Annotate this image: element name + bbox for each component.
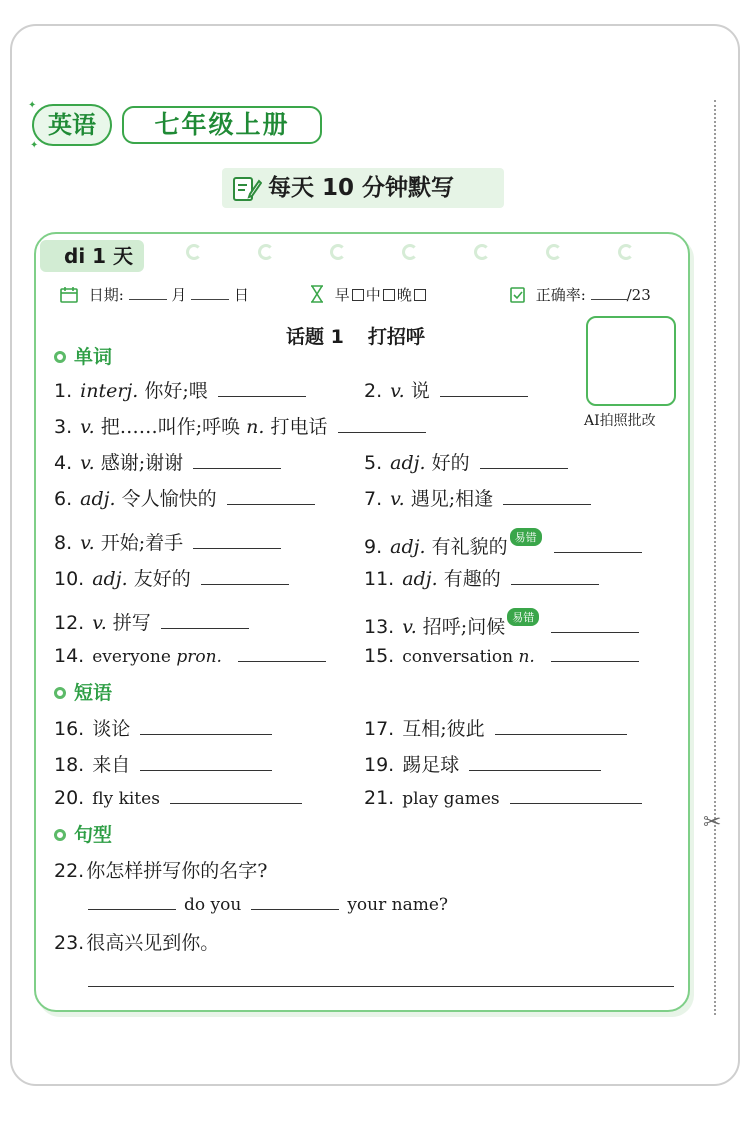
section-phrases: 短语 — [54, 678, 112, 705]
word-item: 14. everyone pron. — [54, 644, 326, 667]
answer-blank[interactable] — [88, 892, 176, 910]
answer-blank[interactable] — [480, 451, 568, 469]
word-item: 3. v. 把……叫作;呼唤 n. 打电话 — [54, 412, 426, 439]
answer-blank[interactable] — [554, 535, 642, 553]
time-row — [310, 284, 428, 305]
accuracy-label: 正确率: — [535, 286, 586, 304]
gear-icon — [54, 351, 66, 363]
word-item: 13. v. 招呼;问候 易错 — [364, 608, 639, 639]
sentence-item: 22. 你怎样拼写你的名字? — [54, 860, 268, 882]
morning-checkbox[interactable] — [352, 289, 364, 301]
subject-label: 英语 — [32, 104, 112, 146]
banner-title: 每天 10 分钟默写 — [268, 175, 455, 201]
sparkle-icon: ✦ — [30, 140, 39, 151]
topic-name: 打招呼 — [367, 326, 425, 348]
date-row — [60, 284, 249, 305]
sentence-fill: do you your name? — [88, 892, 448, 915]
evening-checkbox[interactable] — [414, 289, 426, 301]
word-item: 10. adj. 友好的 — [54, 564, 289, 591]
word-item: 5. adj. 好的 — [364, 448, 568, 475]
binder-ring — [330, 244, 346, 260]
word-item: 7. v. 遇见;相逢 — [364, 484, 591, 511]
answer-blank[interactable] — [469, 753, 601, 771]
gear-icon — [54, 829, 66, 841]
day-tab: di 1 天 — [40, 240, 144, 272]
answer-blank[interactable] — [511, 567, 599, 585]
phrase-item: 20. fly kites — [54, 786, 302, 809]
phrase-item: 18. 来自 — [54, 750, 272, 777]
ai-photo-box[interactable] — [586, 316, 676, 406]
hourglass-icon — [310, 285, 324, 303]
answer-blank[interactable] — [551, 644, 639, 662]
month-label: 月 — [171, 286, 187, 304]
word-item: 8. v. 开始;着手 — [54, 528, 281, 555]
answer-blank[interactable] — [440, 379, 528, 397]
word-item: 6. adj. 令人愉快的 — [54, 484, 315, 511]
word-item: 2. v. 说 — [364, 376, 528, 403]
answer-line[interactable] — [88, 986, 674, 987]
binder-ring — [618, 244, 634, 260]
answer-blank[interactable] — [251, 892, 339, 910]
error-prone-tag: 易错 — [510, 528, 542, 546]
section-words: 单词 — [54, 342, 112, 369]
binder-ring — [546, 244, 562, 260]
section-sentences: 句型 — [54, 820, 112, 847]
error-prone-tag: 易错 — [507, 608, 539, 626]
phrase-item: 21. play games — [364, 786, 642, 809]
accuracy-total: /23 — [626, 286, 651, 304]
sparkle-icon: ✦ — [28, 100, 37, 111]
answer-blank[interactable] — [193, 531, 281, 549]
time-option-evening: 晚 — [396, 286, 412, 304]
answer-blank[interactable] — [201, 567, 289, 585]
noon-checkbox[interactable] — [383, 289, 395, 301]
day-blank[interactable] — [191, 285, 229, 300]
accuracy-blank[interactable] — [591, 285, 627, 300]
answer-blank[interactable] — [495, 717, 627, 735]
topic-number: 话题 1 — [286, 326, 344, 348]
date-label: 日期: — [88, 286, 124, 304]
word-item: 4. v. 感谢;谢谢 — [54, 448, 281, 475]
word-item: 1. interj. 你好;喂 — [54, 376, 306, 403]
answer-blank[interactable] — [193, 451, 281, 469]
answer-blank[interactable] — [227, 487, 315, 505]
time-option-morning: 早 — [334, 286, 350, 304]
word-item: 15. conversation n. — [364, 644, 639, 667]
scissors-icon: ✂ — [703, 810, 722, 835]
cut-line — [714, 100, 716, 1015]
sentence-item: 23. 很高兴见到你。 — [54, 932, 220, 954]
dictation-card — [34, 232, 690, 1012]
gear-icon — [54, 687, 66, 699]
answer-blank[interactable] — [510, 786, 642, 804]
binder-ring — [258, 244, 274, 260]
month-blank[interactable] — [129, 285, 167, 300]
phrase-item: 16. 谈论 — [54, 714, 272, 741]
answer-blank[interactable] — [238, 644, 326, 662]
time-option-noon: 中 — [365, 286, 381, 304]
pencil-paper-icon — [230, 172, 262, 204]
header — [28, 100, 332, 151]
answer-blank[interactable] — [338, 415, 426, 433]
ai-label: AI拍照批改 — [584, 413, 656, 429]
phrase-item: 17. 互相;彼此 — [364, 714, 627, 741]
answer-blank[interactable] — [551, 615, 639, 633]
title-banner — [222, 168, 504, 208]
grade-label: 七年级上册 — [122, 106, 322, 144]
word-item: 12. v. 拼写 — [54, 608, 249, 635]
answer-blank[interactable] — [140, 717, 272, 735]
word-item: 11. adj. 有趣的 — [364, 564, 599, 591]
answer-blank[interactable] — [170, 786, 302, 804]
answer-blank[interactable] — [140, 753, 272, 771]
answer-blank[interactable] — [161, 611, 249, 629]
word-item: 9. adj. 有礼貌的 易错 — [364, 528, 642, 559]
clipboard-icon — [510, 286, 525, 303]
accuracy-row — [510, 284, 651, 305]
calendar-icon — [60, 286, 78, 303]
binder-ring — [402, 244, 418, 260]
binder-ring — [474, 244, 490, 260]
topic-title — [286, 322, 449, 349]
binder-ring — [186, 244, 202, 260]
day-label: 日 — [233, 286, 249, 304]
phrase-item: 19. 踢足球 — [364, 750, 601, 777]
answer-blank[interactable] — [503, 487, 591, 505]
answer-blank[interactable] — [218, 379, 306, 397]
